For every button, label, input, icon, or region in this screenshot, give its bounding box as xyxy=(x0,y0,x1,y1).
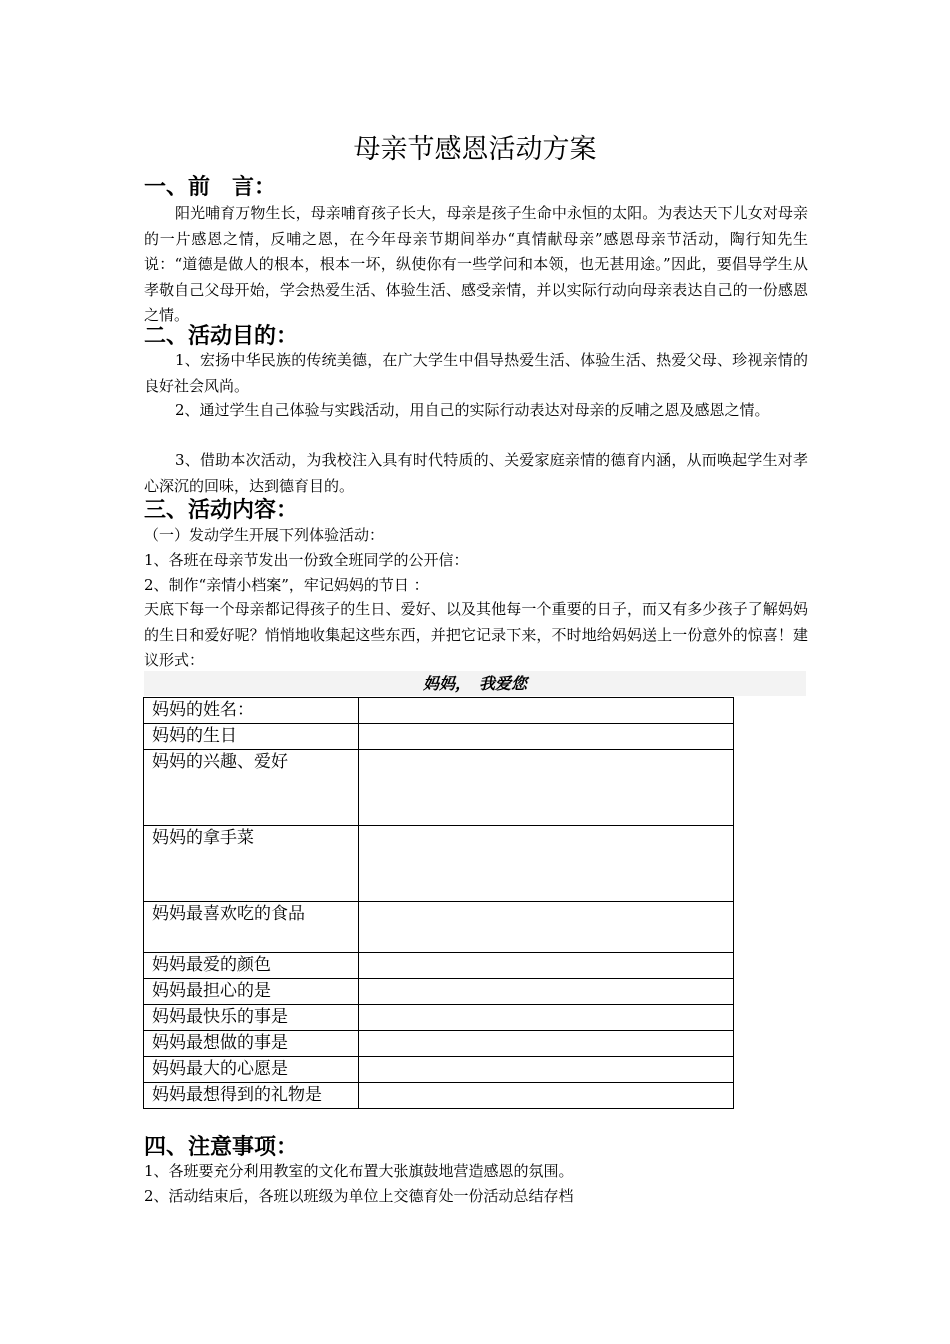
content-line-3: 2、制作“亲情小档案”，牢记妈妈的节日 ： xyxy=(144,576,429,594)
notes-line-2: 2、活动结束后，各班以班级为单位上交德育处一份活动总结存档 xyxy=(144,1187,574,1205)
table-label: 妈妈的拿手菜 xyxy=(144,826,359,902)
table-row xyxy=(144,979,734,1005)
table-blank-cell xyxy=(359,724,734,750)
table-row xyxy=(144,1083,734,1109)
table-blank-cell xyxy=(359,979,734,1005)
notes-line-1: 1、各班要充分利用教室的文化布置大张旗鼓地营造感恩的氛围。 xyxy=(144,1162,574,1180)
table-row xyxy=(144,1031,734,1057)
table-blank-cell xyxy=(359,1083,734,1109)
table-label: 妈妈的姓名： xyxy=(144,698,359,724)
table-label: 妈妈的生日 xyxy=(144,724,359,750)
preface-paragraph: 阳光哺育万物生长，母亲哺育孩子长大，母亲是孩子生命中永恒的太阳。为表达天下儿女对母亲的一片感恩之情，反哺之恩，在今年母亲节期间举办“真情献母亲”感恩母亲节活动，陶行知先生说：“道德是做人的根本，根本一坏，纵使你有一些学问和本领，也无甚用途。”因此，要倡导学生从孝敬自己父母开始，学会热爱生活、体验生活、感受亲情，并以实际行动向母亲表达自己的一份感恩之情。 xyxy=(144,204,808,324)
mom-profile-table xyxy=(143,697,734,1109)
table-blank-cell xyxy=(359,953,734,979)
document-title: 母亲节感恩活动方案 xyxy=(353,134,597,165)
purpose-item-3: 3、借助本次活动，为我校注入具有时代特质的、关爱家庭亲情的德育内涵，从而唤起学生对孝心深沉的回味，达到德育目的。 xyxy=(144,451,808,495)
table-row xyxy=(144,1057,734,1083)
content-paragraph: 天底下每一个母亲都记得孩子的生日、爱好、以及其他每一个重要的日子，而又有多少孩子了解妈妈的生日和爱好呢？悄悄地收集起这些东西，并把它记录下来，不时地给妈妈送上一份意外的惊喜！建议形式： xyxy=(144,600,808,669)
table-row xyxy=(144,1005,734,1031)
table-label: 妈妈的兴趣、爱好 xyxy=(144,750,359,826)
purpose-item-1: 1、宏扬中华民族的传统美德，在广大学生中倡导热爱生活、体验生活、热爱父母、珍视亲情的良好社会风尚。 xyxy=(144,351,808,395)
table-row xyxy=(144,953,734,979)
table-row xyxy=(144,902,734,953)
table-row xyxy=(144,826,734,902)
table-blank-cell xyxy=(359,1057,734,1083)
table-label: 妈妈最快乐的事是 xyxy=(144,1005,359,1031)
table-label: 妈妈最担心的是 xyxy=(144,979,359,1005)
section-heading-content: 三、活动内容： xyxy=(144,498,299,523)
section-heading-purpose: 二、活动目的： xyxy=(144,324,299,349)
section-heading-preface: 一、前 言： xyxy=(144,175,277,200)
section-heading-notes: 四、注意事项： xyxy=(144,1135,299,1160)
table-blank-cell xyxy=(359,1031,734,1057)
table-label: 妈妈最爱的颜色 xyxy=(144,953,359,979)
form-banner xyxy=(144,671,806,696)
content-line-1: （一）发动学生开展下列体验活动： xyxy=(144,526,385,544)
table-row xyxy=(144,750,734,826)
table-label: 妈妈最喜欢吃的食品 xyxy=(144,902,359,953)
table-blank-cell xyxy=(359,902,734,953)
content-line-2: 1、各班在母亲节发出一份致全班同学的公开信： xyxy=(144,551,469,569)
table-label: 妈妈最想得到的礼物是 xyxy=(144,1083,359,1109)
table-blank-cell xyxy=(359,750,734,826)
table-row xyxy=(144,698,734,724)
table-label: 妈妈最大的心愿是 xyxy=(144,1057,359,1083)
table-blank-cell xyxy=(359,698,734,724)
table-blank-cell xyxy=(359,1005,734,1031)
table-label: 妈妈最想做的事是 xyxy=(144,1031,359,1057)
table-row xyxy=(144,724,734,750)
purpose-item-2: 2、通过学生自己体验与实践活动，用自己的实际行动表达对母亲的反哺之恩及感恩之情。 xyxy=(175,401,770,419)
form-banner-text: 妈妈， 我爱您 xyxy=(422,674,527,693)
table-blank-cell xyxy=(359,826,734,902)
